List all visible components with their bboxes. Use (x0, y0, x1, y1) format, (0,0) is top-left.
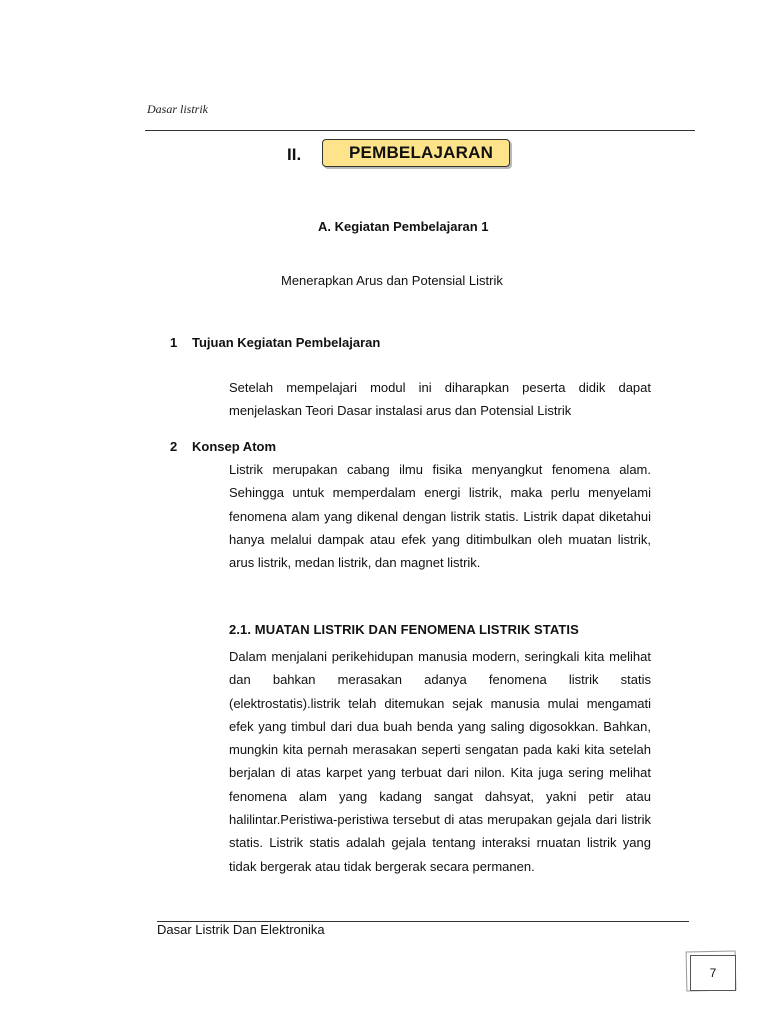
section-2-title: Konsep Atom (192, 439, 277, 454)
section-1-number: 1 (170, 335, 178, 350)
subsection-paragraph: Dalam menjalani perikehidupan manusia modern, seringkali kita melihat dan bahkan merasakan adanya fenomena listrik statis (elektrostatis).listrik telah ditemukan sejak manusia mulai mengamati efek yang timbul dari dua buah benda yang saling digosokkan. Bahkan, mungkin kita pernah merasakan seperti sengatan pada kaki kita setelah berjalan di atas karpet yang terbuat dari nilon. Kita juga sering melihat fenomena alam yang kadang sangat dahsyat, yakni petir atau halilintar.Peristiwa-peristiwa tersebut di atas merupakan gejala dari listrik statis. Listrik statis adalah gejala tentang interaksi rnuatan listrik yang tidak bergerak atau tidak bergerak secara permanen. (229, 649, 651, 874)
activity-subtitle: Menerapkan Arus dan Potensial Listrik (281, 273, 503, 288)
section-1-title: Tujuan Kegiatan Pembelajaran (192, 335, 381, 350)
footer-text: Dasar Listrik Dan Elektronika (157, 922, 325, 937)
chapter-number: II. (287, 145, 302, 164)
activity-label: A. Kegiatan Pembelajaran 1 (318, 219, 489, 234)
section-1-paragraph: Setelah mempelajari modul ini diharapkan peserta didik dapat menjelaskan Teori Dasar instalasi arus dan Potensial Listrik (229, 380, 651, 419)
running-header: Dasar listrik (147, 102, 209, 116)
page-number: 7 (690, 955, 736, 991)
section-2-number: 2 (170, 439, 178, 454)
subsection-title: 2.1. MUATAN LISTRIK DAN FENOMENA LISTRIK STATIS (229, 622, 579, 637)
chapter-title-box: PEMBELAJARAN (322, 139, 510, 167)
section-2-paragraph: Listrik merupakan cabang ilmu fisika menyangkut fenomena alam. Sehingga untuk memperdalam energi listrik, maka perlu menyelami fenomena alam yang dikenal dengan listrik statis. Listrik dapat diketahui hanya melalui dampak atau efek yang ditimbulkan oleh muatan listrik, arus listrik, medan listrik, dan magnet listrik. (229, 462, 651, 571)
header-divider (145, 130, 695, 131)
